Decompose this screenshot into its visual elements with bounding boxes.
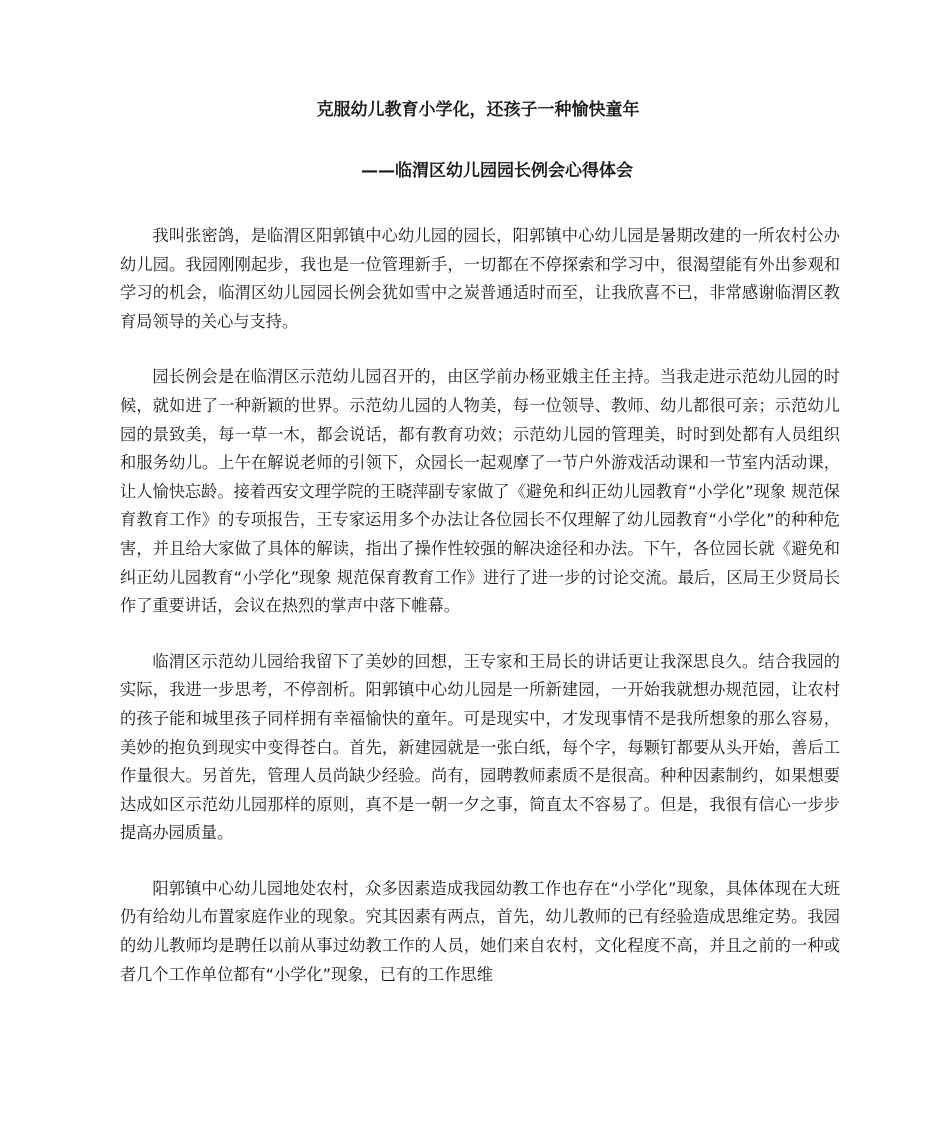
paragraph-1: 我叫张密鸽，是临渭区阳郭镇中心幼儿园的园长，阳郭镇中心幼儿园是暑期改建的一所农村公办幼儿园。我园刚刚起步，我也是一位管理新手，一切都在不停探索和学习中，很渴望能有外出参观和学习的机会，临渭区幼儿园园长例会犹如雪中之炭普通适时而至，让我欣喜不已，非常感谢临渭区教育局领导的关心与支持。 (120, 226, 840, 331)
paragraph-4: 阳郭镇中心幼儿园地处农村，众多因素造成我园幼教工作也存在“小学化”现象，具体体现在大班仍有给幼儿布置家庭作业的现象。究其因素有两点，首先，幼儿教师的已有经验造成思维定势。我园的幼儿教师均是聘任以前从事过幼教工作的人员，她们来自农村，文化程度不高，并且之前的一种或者几个工作单位都有“小学化”现象，已有的工作思维 (120, 878, 840, 984)
document-subtitle: ——临渭区幼儿园园长例会心得体会 (361, 161, 633, 181)
paragraph-2: 园长例会是在临渭区示范幼儿园召开的，由区学前办杨亚娥主任主持。当我走进示范幼儿园的时候，就如进了一种新颖的世界。示范幼儿园的人物美，每一位领导、教师、幼儿都很可亲；示范幼儿园的景致美，每一草一木，都会说话，都有教育功效；示范幼儿园的管理美，时时到处都有人员组织和服务幼儿。上午在解说老师的引领下，众园长一起观摩了一节户外游戏活动课和一节室内活动课，让人愉快忘龄。接着西安文理学院的王晓萍副专家做了《避免和纠正幼儿园教育“小学化”现象 规范保育教育工作》的专项报告，王专家运用多个办法让各位园长不仅理解了幼儿园教育“小学化”的种种危害，并且给大家做了具体的解读，指出了操作性较强的解决途径和办法。下午，各位园长就《避免和纠正幼儿园教育“小学化”现象 规范保育教育工作》进行了进一步的讨论交流。最后，区局王少贤局长作了重要讲话，会议在热烈的掌声中落下帷幕。 (120, 367, 840, 616)
document-body (120, 222, 840, 1016)
document-title: 克服幼儿教育小学化，还孩子一种愉快童年 (316, 100, 640, 120)
paragraph-3: 临渭区示范幼儿园给我留下了美妙的回想，王专家和王局长的讲话更让我深思良久。结合我园的实际，我进一步思考，不停剖析。阳郭镇中心幼儿园是一所新建园，一开始我就想办规范园，让农村的孩子能和城里孩子同样拥有幸福愉快的童年。可是现实中，才发现事情不是我所想象的那么容易，美妙的抱负到现实中变得苍白。首先，新建园就是一张白纸，每个字，每颗钉都要从头开始，善后工作量很大。另首先，管理人员尚缺少经验。尚有，园聘教师素质不是很高。种种因素制约，如果想要达成如区示范幼儿园那样的原则，真不是一朝一夕之事，简直太不容易了。但是，我很有信心一步步提高办园质量。 (120, 651, 840, 843)
